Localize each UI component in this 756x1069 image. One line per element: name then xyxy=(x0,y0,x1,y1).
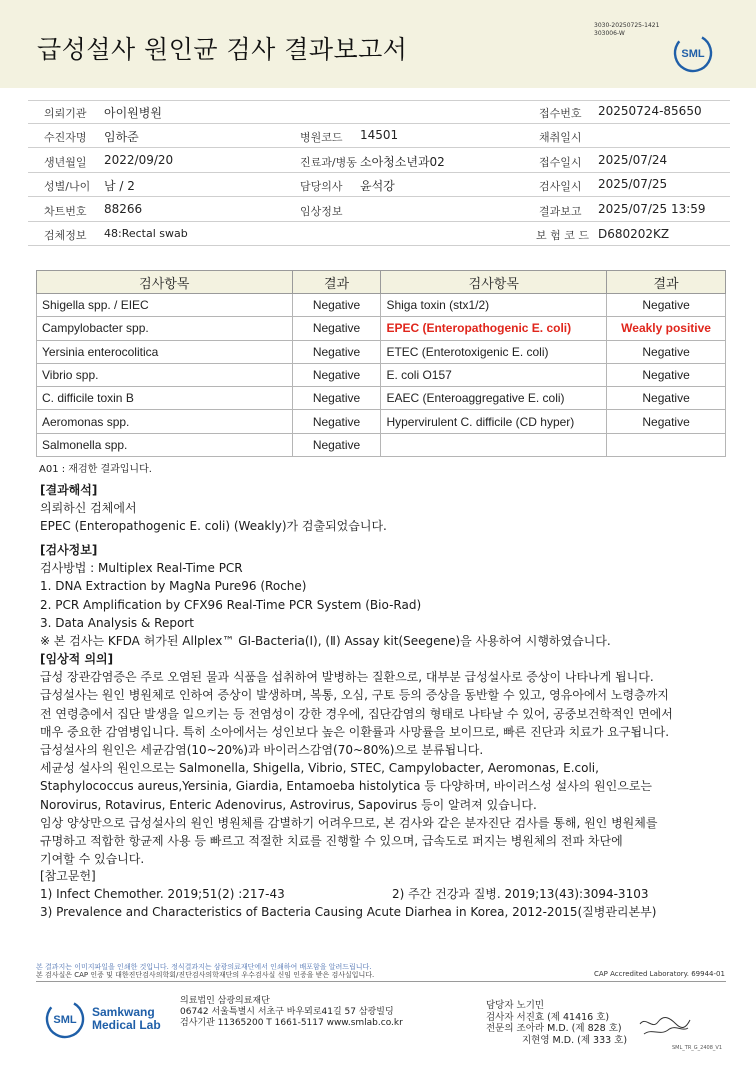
table-row xyxy=(37,363,726,386)
clinical-line: 매우 중요한 감염병입니다. 특히 소아에서는 성인보다 높은 이환률과 사망률을 보이므로, 빠른 진단과 치료가 요구됩니다. xyxy=(40,724,670,739)
clinical-line: 급성 장관감염증은 주로 오염된 물과 식품을 섭취하여 발병하는 질환으로, 대부분 급성설사로 증상이 나타나게 됩니다. xyxy=(40,670,654,685)
label-collection-time: 채취일시 xyxy=(539,131,582,144)
test-info-line: ※ 본 검사는 KFDA 허가된 Allplex™ GI-Bacteria(Ⅰ), (Ⅱ) Assay kit(Seegene)을 사용하여 시행하였습니다. xyxy=(40,634,611,649)
clinical-line: 급성설사는 원인 병원체로 인하여 증상이 발생하며, 복통, 오심, 구토 등의 증상을 동반할 수 있고, 영유아에서 노령층까지 xyxy=(40,688,669,703)
test-result: Negative xyxy=(292,433,381,456)
lab-name-line-2: Medical Lab xyxy=(92,1018,161,1032)
label-receipt-time: 접수일시 xyxy=(539,156,582,169)
test-name: Shigella spp. / EIEC xyxy=(37,294,293,317)
clinical-line: 세균성 설사의 원인으로는 Salmonella, Shigella, Vibrio, STEC, Campylobacter, Aeromonas, E.coli, xyxy=(40,761,599,776)
test-result: Negative xyxy=(292,410,381,433)
label-test-time: 검사일시 xyxy=(539,180,582,193)
test-name: Aeromonas spp. xyxy=(37,410,293,433)
references-heading: [참고문헌] xyxy=(40,869,96,883)
value-physician: 윤석강 xyxy=(360,179,395,193)
value-birth-date: 2022/09/20 xyxy=(104,153,174,167)
report-code-1: 3030-20250725-1421 xyxy=(594,22,660,29)
test-result xyxy=(607,433,726,456)
footer-divider xyxy=(36,981,726,982)
header-result: 결과 xyxy=(607,271,726,294)
clinical-line: 급성설사의 원인은 세균감염(10~20%)과 바이러스감염(70~80%)으로 분류됩니다. xyxy=(40,743,484,758)
label-physician: 담당의사 xyxy=(300,180,343,193)
value-specimen: 48:Rectal swab xyxy=(104,227,188,240)
info-divider xyxy=(28,196,730,197)
info-divider xyxy=(28,245,730,246)
reference-line xyxy=(40,885,656,903)
signature-image xyxy=(636,1012,694,1038)
report-codes xyxy=(594,22,659,38)
svg-text:SML: SML xyxy=(681,48,705,60)
test-name: Shiga toxin (stx1/2) xyxy=(381,294,607,317)
report-title: 급성설사 원인균 검사 결과보고서 xyxy=(37,35,408,64)
interpretation-section xyxy=(40,481,387,536)
signer-staff: 담당자 노기민 xyxy=(486,1000,545,1011)
sml-footer-logo-icon xyxy=(44,998,86,1040)
svg-text:SML: SML xyxy=(53,1014,77,1026)
value-receipt-time: 2025/07/24 xyxy=(598,153,668,167)
test-result: Negative xyxy=(607,363,726,386)
label-requesting-org: 의뢰기관 xyxy=(44,107,87,120)
label-report-time: 결과보고 xyxy=(539,205,582,218)
label-chart-no: 차트번호 xyxy=(44,205,87,218)
info-divider xyxy=(28,221,730,222)
test-name: EAEC (Enteroaggregative E. coli) xyxy=(381,387,607,410)
info-divider xyxy=(28,147,730,148)
results-table xyxy=(36,270,726,457)
value-insurance-code: D680202KZ xyxy=(598,227,670,241)
test-name: C. difficile toxin B xyxy=(37,387,293,410)
label-insurance-code: 보 험 코 드 xyxy=(536,229,589,242)
clinical-line: Norovirus, Rotavirus, Enteric Adenovirus, Astrovirus, Sapovirus 등이 알려져 있습니다. xyxy=(40,797,537,812)
lab-contact: 검사기관 11365200 T 1661-5117 www.smlab.co.kr xyxy=(180,1018,403,1028)
table-row xyxy=(37,387,726,410)
test-info-heading: [검사정보] xyxy=(40,543,98,557)
test-result: Negative xyxy=(292,340,381,363)
test-name xyxy=(381,433,607,456)
test-result: Negative xyxy=(607,294,726,317)
label-birth-date: 생년월일 xyxy=(44,156,87,169)
header-test-item: 검사항목 xyxy=(37,271,293,294)
signer-tester: 검사자 서진효 (제 41416 호) xyxy=(486,1011,610,1023)
references-section xyxy=(40,867,656,922)
value-chart-no: 88266 xyxy=(104,202,143,216)
test-info-line: 검사방법 : Multiplex Real-Time PCR xyxy=(40,561,243,576)
label-hospital-code: 병원코드 xyxy=(300,131,343,144)
report-code-2: 303006-W xyxy=(594,30,625,37)
value-hospital-code: 14501 xyxy=(360,128,399,142)
table-row xyxy=(37,410,726,433)
clinical-line: 기여할 수 있습니다. xyxy=(40,852,145,867)
lab-name xyxy=(92,1006,161,1032)
header-test-item: 검사항목 xyxy=(381,271,607,294)
signer-specialist-1: 전문의 조아라 M.D. (제 828 호) xyxy=(486,1023,622,1034)
table-row xyxy=(37,433,726,456)
value-department: 소아청소년과02 xyxy=(360,155,445,169)
interpretation-heading: [결과해석] xyxy=(40,483,98,497)
report-header xyxy=(0,0,756,88)
clinical-significance-section xyxy=(40,650,673,868)
interpretation-line: 의뢰하신 검체에서 xyxy=(40,501,137,516)
test-info-line: 1. DNA Extraction by MagNa Pure96 (Roche) xyxy=(40,579,307,594)
clinical-significance-heading: [임상적 의의] xyxy=(40,652,114,666)
info-divider xyxy=(28,100,730,101)
value-receipt-no: 20250724-85650 xyxy=(598,104,702,118)
test-result-positive: Weakly positive xyxy=(607,317,726,340)
value-test-time: 2025/07/25 xyxy=(598,177,668,191)
lab-street-address: 06742 서울특별시 서초구 바우뫼로41길 57 삼광빌딩 xyxy=(180,1007,394,1017)
header-result: 결과 xyxy=(292,271,381,294)
test-name: Hypervirulent C. difficile (CD hyper) xyxy=(381,410,607,433)
test-result: Negative xyxy=(607,387,726,410)
cap-accreditation: CAP Accredited Laboratory. 69944-01 xyxy=(594,970,725,978)
test-info-line: 2. PCR Amplification by CFX96 Real-Time PCR System (Bio-Rad) xyxy=(40,597,422,612)
test-name: ETEC (Enterotoxigenic E. coli) xyxy=(381,340,607,363)
reference-1: 1) Infect Chemother. 2019;51(2) :217-43 xyxy=(40,887,285,902)
test-name: Campylobacter spp. xyxy=(37,317,293,340)
signers-block xyxy=(486,1000,627,1046)
test-result: Negative xyxy=(607,340,726,363)
test-name: Yersinia enterocolitica xyxy=(37,340,293,363)
lab-foundation: 의료법인 삼광의료재단 xyxy=(180,996,270,1006)
value-patient-name: 임하준 xyxy=(104,130,139,144)
lab-address xyxy=(180,996,403,1029)
test-info-section xyxy=(40,541,611,650)
test-result: Negative xyxy=(292,387,381,410)
test-name: Vibrio spp. xyxy=(37,363,293,386)
clinical-line: 규명하고 적합한 항균제 사용 등 빠르고 적절한 치료를 진행할 수 있으며, 급속도로 퍼지는 병원체의 전파 차단에 xyxy=(40,834,623,849)
sml-logo-icon xyxy=(672,32,714,74)
label-department: 진료과/병동 xyxy=(300,156,357,169)
retest-note: A01 : 재검한 결과입니다. xyxy=(39,464,152,475)
test-result: Negative xyxy=(292,317,381,340)
form-number: SML_TR_G_2408_V1 xyxy=(672,1045,723,1051)
label-patient-name: 수진자명 xyxy=(44,131,87,144)
label-sex-age: 성별/나이 xyxy=(44,180,91,193)
test-name: E. coli O157 xyxy=(381,363,607,386)
reference-2: 2) 주간 건강과 질병. 2019;13(43):3094-3103 xyxy=(392,887,649,902)
interpretation-line: EPEC (Enteropathogenic E. coli) (Weakly)가 검출되었습니다. xyxy=(40,519,387,534)
table-row xyxy=(37,340,726,363)
test-name-positive: EPEC (Enteropathogenic E. coli) xyxy=(381,317,607,340)
test-result: Negative xyxy=(292,294,381,317)
test-result: Negative xyxy=(292,363,381,386)
label-clinical-info: 임상정보 xyxy=(300,205,343,218)
value-requesting-org: 아이원병원 xyxy=(104,106,162,120)
label-specimen: 검체정보 xyxy=(44,229,87,242)
test-info-line: 3. Data Analysis & Report xyxy=(40,615,194,630)
value-sex-age: 남 / 2 xyxy=(104,179,135,193)
table-row xyxy=(37,317,726,340)
signer-specialist-2: 지현영 M.D. (제 333 호) xyxy=(522,1034,628,1046)
clinical-line: 전 연령층에서 집단 발생을 일으키는 등 전염성이 강한 경우에, 집단감염의 형태로 나타날 수 있어, 공중보건학적인 면에서 xyxy=(40,706,673,721)
print-notice: 본 결과지는 이미지파일을 인쇄한 것입니다. 정식결과지는 삼광의료재단에서 인쇄하여 배포함을 알려드립니다. xyxy=(36,963,372,971)
clinical-line: Staphylococcus aureus,Yersinia, Giardia, Entamoeba histolytica 등 다양하며, 바이러스성 설사의 원인으로는 xyxy=(40,779,653,794)
label-receipt-no: 접수번호 xyxy=(539,107,582,120)
value-report-time: 2025/07/25 13:59 xyxy=(598,202,706,216)
info-divider xyxy=(28,123,730,124)
table-row xyxy=(37,294,726,317)
test-name: Salmonella spp. xyxy=(37,433,293,456)
info-divider xyxy=(28,172,730,173)
test-result: Negative xyxy=(607,410,726,433)
clinical-line: 임상 양상만으로 급성설사의 원인 병원체를 감별하기 어려우므로, 본 검사와 같은 분자진단 검사를 통해, 원인 병원체를 xyxy=(40,815,658,830)
lab-name-line-1: Samkwang xyxy=(92,1005,155,1019)
results-header-row xyxy=(37,271,726,294)
reference-3: 3) Prevalence and Characteristics of Bacteria Causing Acute Diarhea in Korea, 2012-2015(질병관리본부) xyxy=(40,905,657,920)
accreditation-notice: 본 검사실은 CAP 인증 및 대한진단검사의학회/진단검사의학재단의 우수검사실 신임 인증을 받은 검사실입니다. xyxy=(36,971,375,979)
